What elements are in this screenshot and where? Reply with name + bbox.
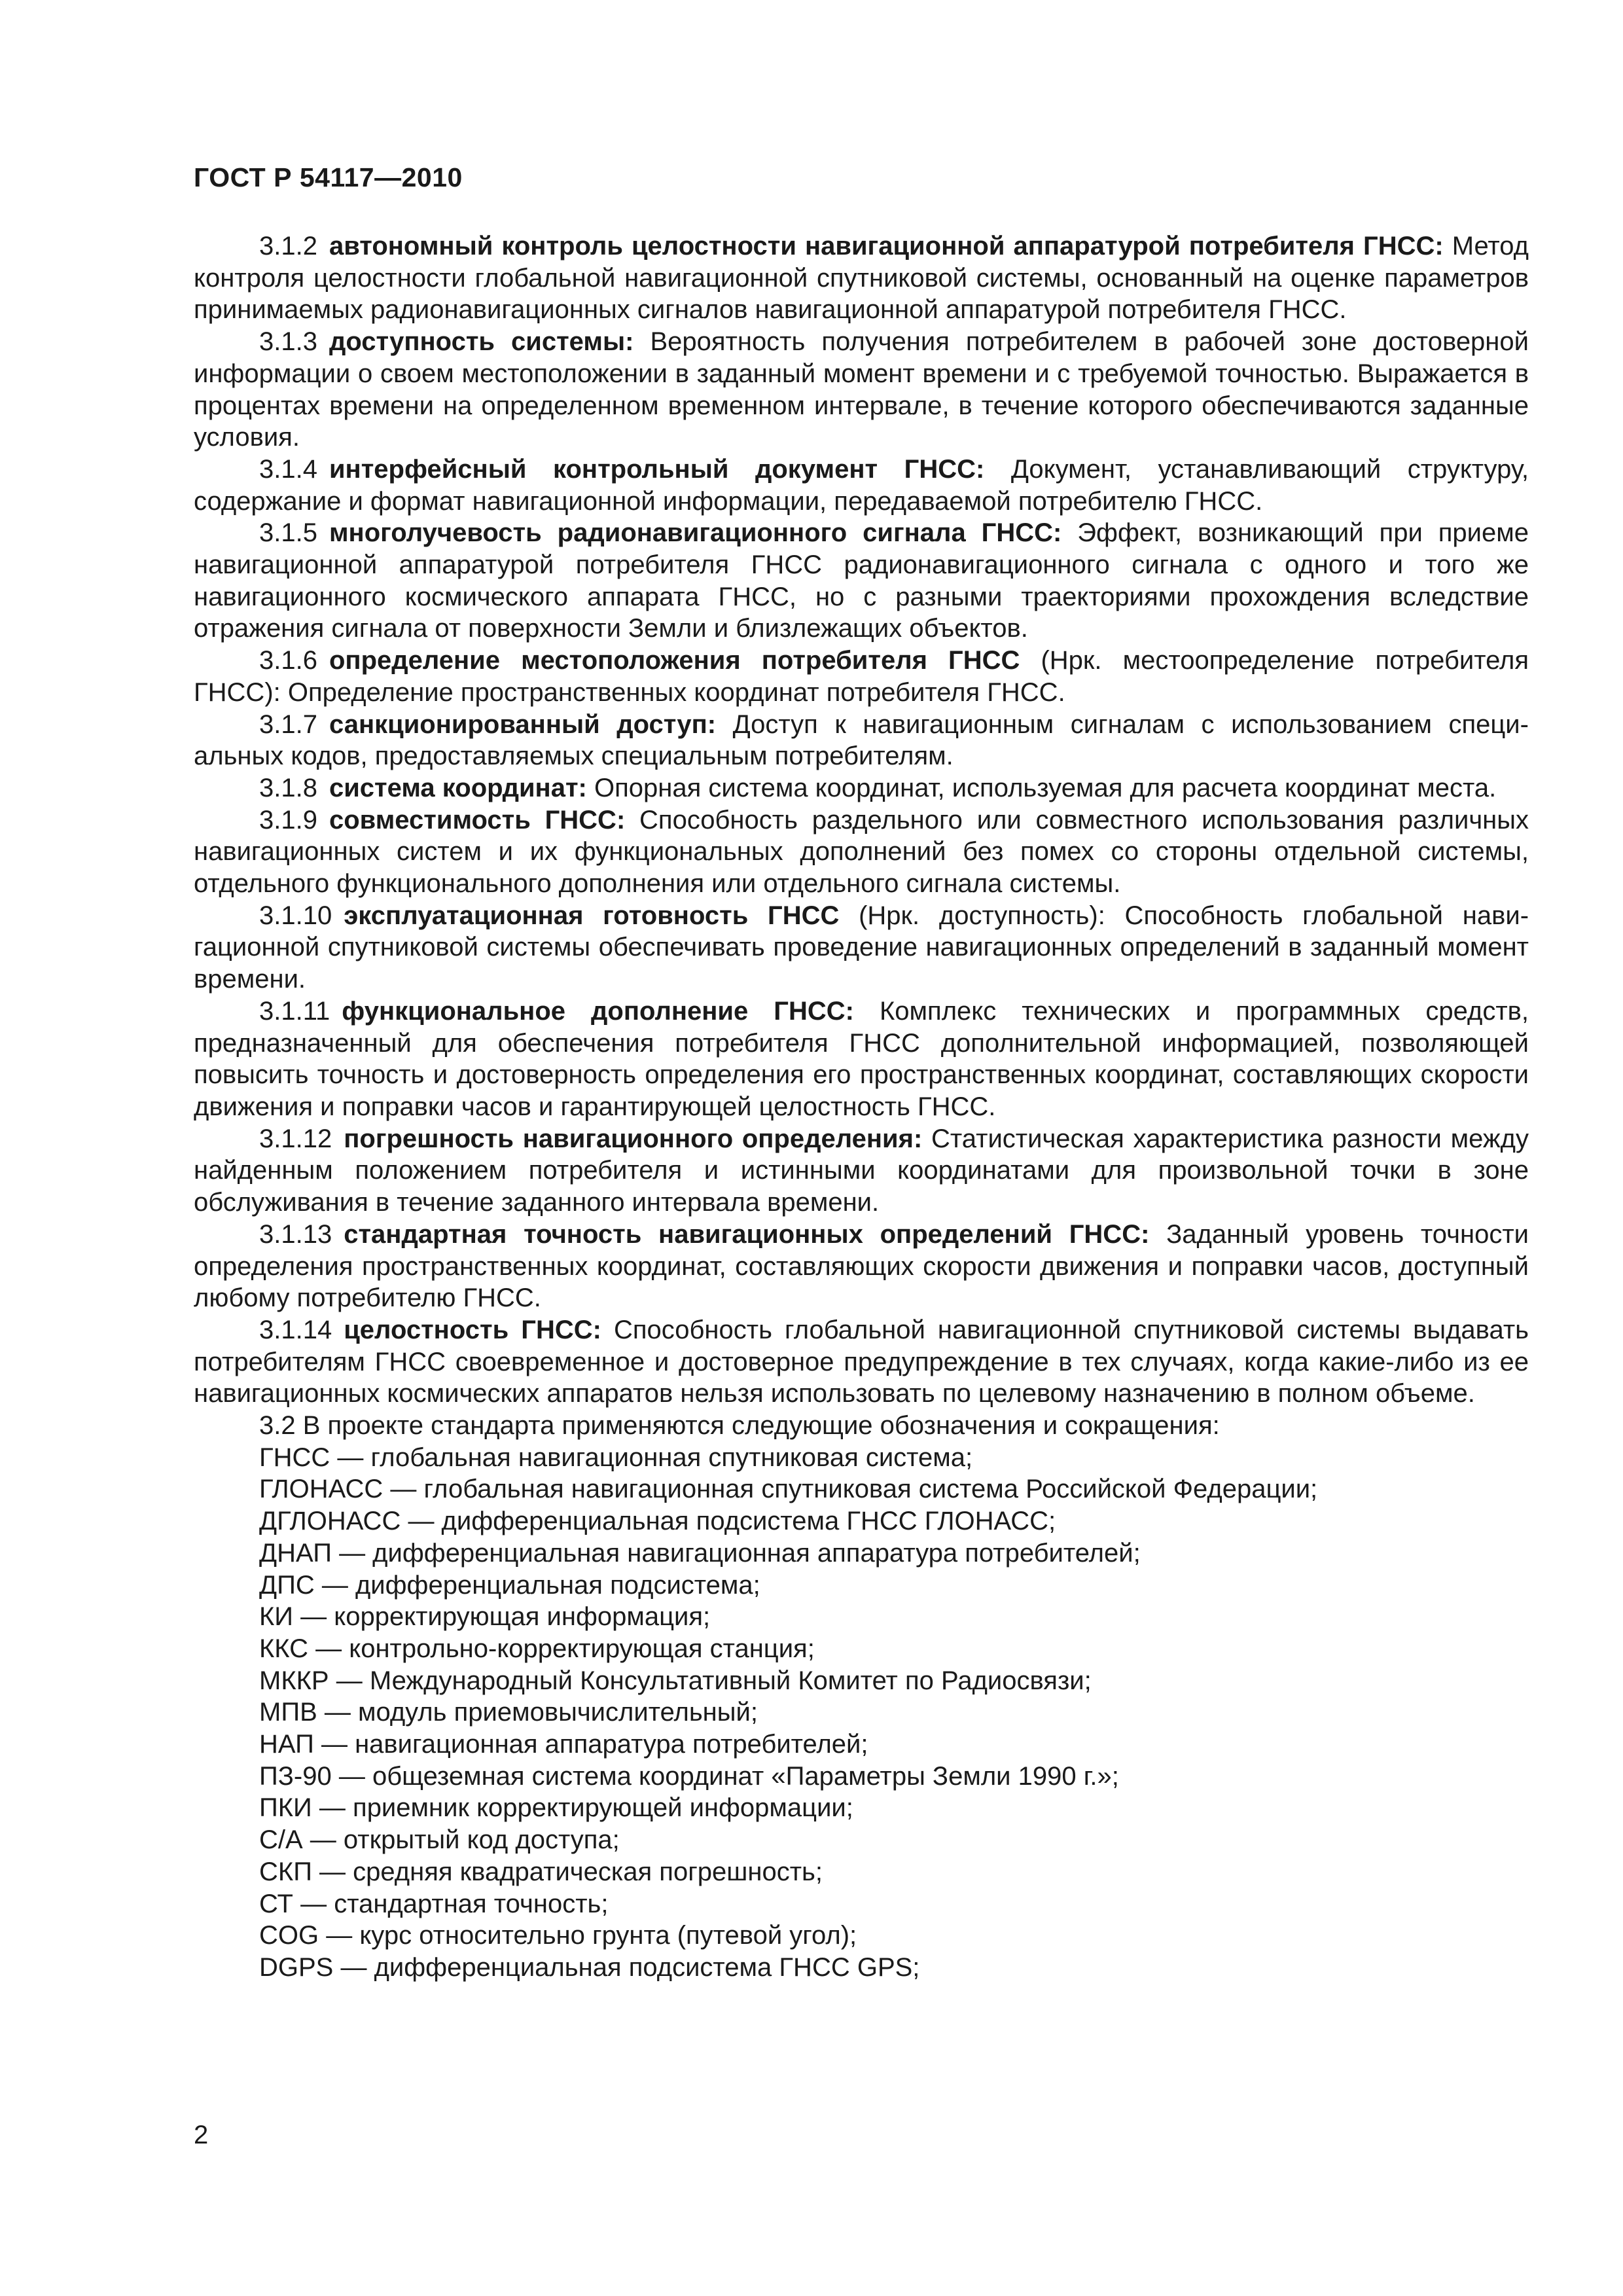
abbreviation-item: COG — курс относительно грунта (путевой угол); <box>259 1921 857 1950</box>
abbreviation-item: СТ — стандартная точность; <box>259 1889 609 1918</box>
term: эксплуатационная готовность ГНСС <box>344 901 840 930</box>
abbreviation-item: СКП — средняя квадратическая погрешность; <box>259 1857 823 1886</box>
term: функциональное дополнение ГНСС: <box>342 996 854 1026</box>
term: погрешность навигационного определения: <box>344 1124 923 1153</box>
definition-text: Заданный уровень точности определения пространственных координат, составляющих скорости движения и поправки часов, доступный любому потребителю ГНСС. <box>194 1219 1529 1313</box>
term: стандартная точность навигационных определений ГНСС: <box>344 1219 1150 1249</box>
definition-3-1-6 <box>194 645 1529 708</box>
clause-number: 3.1.6 <box>259 646 317 675</box>
term: доступность системы: <box>329 327 634 357</box>
clause-number: 3.1.5 <box>259 518 317 548</box>
term: совместимость ГНСС: <box>329 805 626 834</box>
definition-text: Комплекс технических и программных средств, предназначенный для обеспечения потребителя ГНСС дополнительной информацией, позволяющей повысить точность и достоверность определения его пространственных координат, составляющих скорости движения и поправки часов и гарантирующей целостность ГНСС. <box>194 996 1529 1121</box>
definition-3-1-4 <box>194 454 1529 517</box>
definition-3-1-5 <box>194 517 1529 645</box>
term: целостность ГНСС: <box>344 1315 601 1344</box>
abbreviation-item: КИ — корректирующая информация; <box>259 1602 711 1632</box>
abbreviation-item: С/А — открытый код доступа; <box>259 1825 620 1855</box>
definition-text: Метод контроля целостности глобальной навигационной спутниковой системы, основанный на оценке параметров принимаемых радионавигационных сигналов навигационной аппаратурой потребителя ГНСС. <box>194 232 1529 325</box>
abbreviation-item: ККС — контрольно-корректирующая станция; <box>259 1634 815 1663</box>
clause-number: 3.1.12 <box>259 1124 332 1153</box>
abbreviation-item: ГНСС — глобальная навигационная спутниковая система; <box>259 1443 973 1472</box>
clause-number: 3.1.2 <box>259 232 317 260</box>
abbreviation-item: ДПС — дифференциальная подсистема; <box>259 1570 760 1600</box>
definition-text: Способность глобальной навигационной спутниковой системы выдавать потребителям ГНСС своевременное и достоверное предупреждение в тех случаях, когда какие-либо из ее навигационных космических аппаратов нельзя использовать по целевому назначению в полном объеме. <box>194 1315 1529 1408</box>
clause-number: 3.1.11 <box>259 996 330 1026</box>
definition-3-1-11 <box>194 996 1529 1123</box>
definition-text: Эффект, возникающий при приеме навигационной аппаратурой потребителя ГНСС радионавигационного сигнала с одного и того же навигационного космического аппарата ГНСС, но с разными траекториями прохождения вследствие отражения сигнала от поверхности Земли и близлежащих объектов. <box>194 518 1529 643</box>
definition-text: Доступ к навигационным сигналам с использованием специальных кодов, предоставляемых специальным потребителям. <box>194 709 1529 771</box>
page-number: 2 <box>194 2121 209 2149</box>
term: санкционированный доступ: <box>329 709 717 739</box>
clause-number: 3.1.7 <box>259 709 317 739</box>
clause-number: 3.1.8 <box>259 773 317 802</box>
definition-3-1-9 <box>194 804 1529 900</box>
definition-3-1-8 <box>194 772 1529 804</box>
definition-3-1-7 <box>194 709 1529 772</box>
document-code-header: ГОСТ Р 54117—2010 <box>194 162 463 192</box>
clause-number: 3.1.10 <box>259 901 332 930</box>
definition-text: Статистическая характеристика разности между найденным положением потребителя и истинными координатами для произвольной точки в зоне обслуживания в течение заданного интервала времени. <box>194 1124 1529 1217</box>
abbreviation-item: МККР — Международный Консультативный Комитет по Радиосвязи; <box>259 1666 1092 1695</box>
term: автономный контроль целостности навигационной аппаратурой потребителя ГНСС: <box>329 232 1444 260</box>
clause-number: 3.1.13 <box>259 1219 332 1249</box>
abbreviation-item: ДНАП — дифференциальная навигационная аппаратура потребителей; <box>259 1538 1141 1568</box>
clause-number: 3.1.14 <box>259 1315 332 1344</box>
abbreviation-item: НАП — навигационная аппаратура потребителей; <box>259 1730 868 1759</box>
abbreviation-item: ДГЛОНАСС — дифференциальная подсистема ГНСС ГЛОНАСС; <box>259 1507 1056 1536</box>
term: интерфейсный контрольный документ ГНСС: <box>329 454 985 484</box>
clause-number: 3.1.9 <box>259 805 317 834</box>
definition-3-1-2 <box>194 230 1529 326</box>
clause-number: 3.1.4 <box>259 454 317 484</box>
definition-text: Вероятность получения потребителем в рабочей зоне достоверной информации о своем местоположении в заданный момент времени и с требуемой точностью. Выражается в процентах времени на определенном временном интервале, в течение которого обеспечиваются заданные условия. <box>194 327 1529 452</box>
definition-3-1-3 <box>194 326 1529 454</box>
definition-text: (Нрк. доступность): Способность глобальной навигационной спутниковой системы обеспечивать проведение навигационных определений в заданный момент времени. <box>194 901 1529 994</box>
definition-3-1-13 <box>194 1219 1529 1314</box>
abbreviations-intro: 3.2 В проекте стандарта применяются следующие обозначения и сокращения: <box>259 1411 1220 1441</box>
abbreviation-item: DGPS — дифференциальная подсистема ГНСС GPS; <box>259 1952 920 1982</box>
abbreviation-item: ПКИ — приемник корректирующей информации; <box>259 1793 853 1823</box>
definition-3-1-14 <box>194 1314 1529 1410</box>
definition-text: Документ, устанавливающий структуру, содержание и формат навигационной информации, передаваемой потребителю ГНСС. <box>194 454 1529 516</box>
clause-number: 3.1.3 <box>259 327 317 357</box>
term: определение местоположения потребителя ГНСС <box>329 646 1020 675</box>
term: система координат: <box>329 773 587 802</box>
definition-text: Способность раздельного или совместного использования различных навигационных систем и их функциональных дополнений без помех со стороны отдельной системы, отдельного функционального дополнения или отдельного сигнала системы. <box>194 805 1529 899</box>
definition-text: (Нрк. местоопределение потребителя ГНСС): Определение пространственных координат потребителя ГНСС. <box>194 646 1529 707</box>
document-body <box>194 230 1529 1984</box>
definition-3-1-12 <box>194 1123 1529 1219</box>
definition-text: Опорная система координат, используемая для расчета координат места. <box>586 773 1497 802</box>
abbreviation-item: ГЛОНАСС — глобальная навигационная спутниковая система Российской Федерации; <box>259 1475 1318 1504</box>
term: многолучевость радионавигационного сигнала ГНСС: <box>329 518 1062 548</box>
abbreviation-item: ПЗ-90 — общеземная система координат «Параметры Земли 1990 г.»; <box>259 1761 1119 1791</box>
definition-3-1-10 <box>194 900 1529 996</box>
abbreviation-item: МПВ — модуль приемовычислительный; <box>259 1698 758 1727</box>
